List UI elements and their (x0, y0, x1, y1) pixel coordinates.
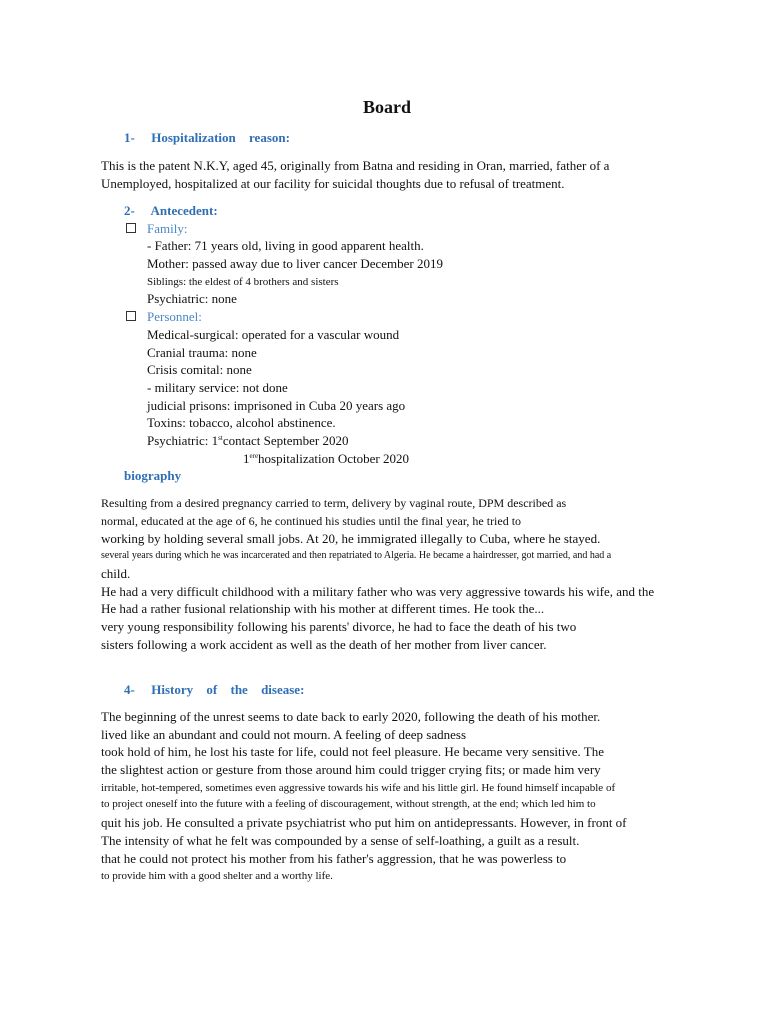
personnel-line: Cranial trauma: none (147, 345, 257, 360)
personnel-line: Crisis comital: none (147, 362, 252, 377)
paragraph-line: working by holding several small jobs. At 20, he immigrated illegally to Cuba, where he stayed. (101, 531, 601, 546)
psychiatric-hospitalization-line (243, 451, 409, 467)
heading-text: Antecedent: (150, 203, 218, 218)
superscript: st (218, 434, 223, 442)
section-heading-hospitalization-reason (124, 130, 290, 146)
family-line: Mother: passed away due to liver cancer December 2019 (147, 256, 443, 271)
paragraph-line: The intensity of what he felt was compounded by a sense of self-loathing, a guilt as a result. (101, 833, 580, 848)
section-heading-history-of-the-disease (124, 682, 304, 698)
paragraph-line: This is the patent N.K.Y, aged 45, originally from Batna and residing in Oran, married, father of a (101, 158, 610, 173)
paragraph-line: Unemployed, hospitalized at our facility for suicidal thoughts due to refusal of treatment. (101, 176, 565, 191)
section-number: 2- (124, 203, 135, 218)
text-part: hospitalization October 2020 (258, 451, 409, 466)
superscript: ere (249, 452, 259, 460)
heading-word: of (206, 682, 218, 697)
paragraph-line: normal, educated at the age of 6, he continued his studies until the final year, he tried to (101, 514, 522, 528)
family-line: Siblings: the eldest of 4 brothers and sisters (147, 276, 339, 288)
family-line: Psychiatric: none (147, 291, 237, 306)
paragraph-line: lived like an abundant and could not mourn. A feeling of deep sadness (101, 727, 466, 742)
heading-word: reason: (249, 130, 290, 145)
heading-word: History (151, 682, 194, 697)
page-title: Board (362, 97, 411, 117)
personnel-line: - military service: not done (147, 380, 288, 395)
section-number: 4- (124, 682, 135, 697)
section-heading-biography: biography (124, 468, 182, 483)
family-label: Family: (147, 221, 188, 236)
paragraph-line: sisters following a work accident as well as the death of her mother from liver cancer. (101, 637, 547, 652)
paragraph-line: very young responsibility following his parents' divorce, he had to face the death of his two (101, 619, 577, 634)
personnel-line: Toxins: tobacco, alcohol abstinence. (147, 415, 336, 430)
personnel-line: judicial prisons: imprisoned in Cuba 20 years ago (147, 398, 406, 413)
paragraph-line: several years during which he was incarcerated and then repatriated to Algeria. He became a hairdresser, got married, and had a (101, 550, 612, 561)
psychiatric-contact-line (147, 433, 348, 449)
checkbox-icon (126, 311, 136, 321)
heading-word: Hospitalization (151, 130, 236, 145)
checkbox-icon (126, 223, 136, 233)
paragraph-line: took hold of him, he lost his taste for life, could not feel pleasure. He became very sensitive. The (101, 744, 605, 759)
family-line: - Father: 71 years old, living in good apparent health. (147, 238, 424, 253)
paragraph-line: the slightest action or gesture from those around him could trigger crying fits; or made him very (101, 762, 601, 777)
paragraph-line: Resulting from a desired pregnancy carried to term, delivery by vaginal route, DPM described as (101, 496, 567, 510)
paragraph-line: to provide him with a good shelter and a worthy life. (101, 870, 333, 882)
paragraph-line: He had a rather fusional relationship with his mother at different times. He took the... (101, 601, 545, 616)
text-part: 1 (243, 451, 250, 466)
paragraph-line: irritable, hot-tempered, sometimes even aggressive towards his wife and his little girl. He found himself incapable of (101, 782, 616, 794)
text-part: Psychiatric: 1 (147, 433, 219, 448)
paragraph-line: to project oneself into the future with a feeling of discouragement, without strength, at the end; which led him to (101, 798, 596, 810)
paragraph-line: He had a very difficult childhood with a military father who was very aggressive towards his wife, and the (101, 584, 655, 599)
heading-word: disease: (261, 682, 305, 697)
personnel-line: Medical-surgical: operated for a vascular wound (147, 327, 400, 342)
paragraph-line: The beginning of the unrest seems to date back to early 2020, following the death of his mother. (101, 709, 601, 724)
paragraph-line: quit his job. He consulted a private psychiatrist who put him on antidepressants. However, in front of (101, 815, 627, 830)
paragraph-line: child. (101, 566, 131, 581)
text-part: contact September 2020 (222, 433, 349, 448)
heading-word: the (230, 682, 248, 697)
personnel-label: Personnel: (147, 309, 202, 324)
section-heading-antecedent (124, 203, 218, 219)
paragraph-line: that he could not protect his mother from his father's aggression, that he was powerless to (101, 851, 567, 866)
section-number: 1- (124, 130, 135, 145)
